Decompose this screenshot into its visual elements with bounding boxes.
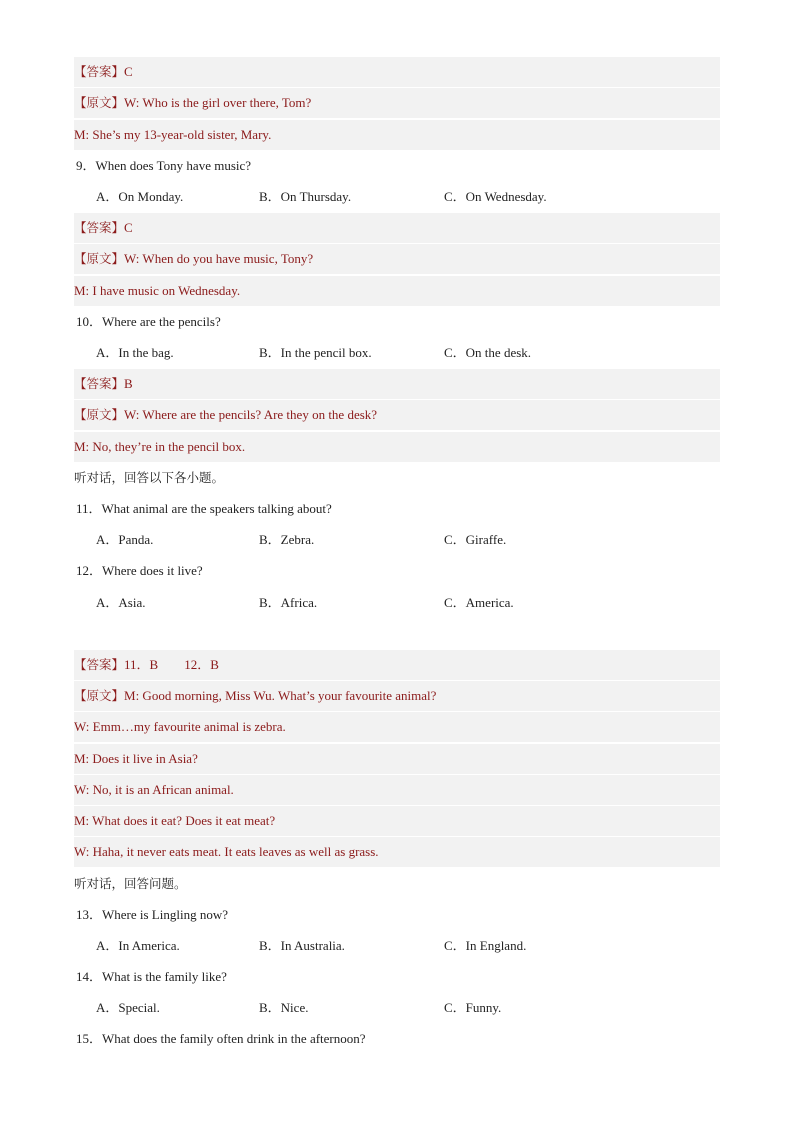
answer-row-8 (74, 57, 720, 87)
option-b: B．Nice. (259, 1000, 309, 1015)
option-c: C．America. (444, 595, 514, 610)
original-row-11-12-4 (74, 775, 720, 805)
original-line: W: Emm…my favourite animal is zebra. (74, 719, 286, 734)
option-a: A．On Monday. (96, 189, 184, 204)
options-10 (74, 338, 720, 368)
option-a: A．Special. (96, 1000, 160, 1015)
original-row-11-12-6 (74, 837, 720, 867)
original-label: 【原文】 (74, 688, 125, 703)
option-c: C．Giraffe. (444, 532, 507, 547)
original-row-10-m (74, 432, 720, 462)
option-a: A．Panda. (96, 532, 154, 547)
original-line: M: Does it live in Asia? (74, 751, 198, 766)
answer-row-9 (74, 213, 720, 243)
section-instruction-11-12 (74, 463, 720, 493)
answer-value-8: C (124, 64, 133, 79)
question-13 (74, 900, 722, 930)
option-c: C．On Wednesday. (444, 189, 547, 204)
original-line: M: No, they’re in the pencil box. (74, 439, 246, 454)
original-row-9-w (74, 244, 720, 274)
answer-label: 【答案】 (74, 376, 125, 391)
option-a: A．Asia. (96, 595, 146, 610)
answer-label: 【答案】 (74, 64, 125, 79)
original-row-11-12-2 (74, 712, 720, 742)
instruction-text: 听对话，回答以下各小题。 (74, 470, 225, 485)
original-line: M: Good morning, Miss Wu. What’s your favourite animal? (124, 688, 437, 703)
answer-row-10 (74, 369, 720, 399)
options-11 (74, 525, 720, 555)
original-line: W: When do you have music, Tony? (124, 251, 314, 266)
question-text: 12．Where does it live? (76, 563, 203, 578)
original-line: W: Haha, it never eats meat. It eats leaves as well as grass. (74, 844, 379, 859)
question-text: 9．When does Tony have music? (76, 158, 252, 173)
question-text: 10．Where are the pencils? (76, 314, 221, 329)
original-line: W: Where are the pencils? Are they on the desk? (124, 407, 378, 422)
question-text: 13．Where is Lingling now? (76, 907, 228, 922)
question-text: 14．What is the family like? (76, 969, 227, 984)
original-line: M: She’s my 13-year-old sister, Mary. (74, 127, 272, 142)
option-c: C．On the desk. (444, 345, 532, 360)
question-11 (74, 494, 722, 524)
answer-label: 【答案】 (74, 220, 125, 235)
options-12 (74, 588, 720, 618)
option-a: A．In America. (96, 938, 180, 953)
section-instruction-13-15 (74, 869, 720, 899)
option-b: B．Zebra. (259, 532, 315, 547)
original-row-11-12-1 (74, 681, 720, 711)
option-a: A．In the bag. (96, 345, 174, 360)
original-label: 【原文】 (74, 407, 125, 422)
option-b: B．Africa. (259, 595, 318, 610)
options-13 (74, 931, 720, 961)
options-9 (74, 182, 720, 212)
original-line: W: No, it is an African animal. (74, 782, 234, 797)
original-row-10-w (74, 400, 720, 430)
answer-value-11-12: 11．B 12．B (124, 657, 219, 672)
option-b: B．In Australia. (259, 938, 345, 953)
original-row-9-m (74, 276, 720, 306)
question-text: 15．What does the family often drink in the afternoon? (76, 1031, 366, 1046)
original-row-8-w (74, 88, 720, 118)
original-row-11-12-3 (74, 744, 720, 774)
option-b: B．In the pencil box. (259, 345, 372, 360)
answer-value-10: B (124, 376, 133, 391)
original-label: 【原文】 (74, 251, 125, 266)
question-12 (74, 556, 722, 586)
question-text: 11．What animal are the speakers talking about? (76, 501, 332, 516)
question-15 (74, 1024, 722, 1054)
option-c: C．Funny. (444, 1000, 502, 1015)
answer-label: 【答案】 (74, 657, 125, 672)
option-b: B．On Thursday. (259, 189, 352, 204)
original-line: M: I have music on Wednesday. (74, 283, 241, 298)
question-10 (74, 307, 722, 337)
original-line: W: Who is the girl over there, Tom? (124, 95, 312, 110)
question-9 (74, 151, 722, 181)
original-row-11-12-5 (74, 806, 720, 836)
options-14 (74, 993, 720, 1023)
original-row-8-m (74, 120, 720, 150)
original-label: 【原文】 (74, 95, 125, 110)
option-c: C．In England. (444, 938, 527, 953)
answer-row-11-12 (74, 650, 720, 680)
instruction-text: 听对话，回答问题。 (74, 876, 187, 891)
answer-value-9: C (124, 220, 133, 235)
question-14 (74, 962, 722, 992)
original-line: M: What does it eat? Does it eat meat? (74, 813, 276, 828)
